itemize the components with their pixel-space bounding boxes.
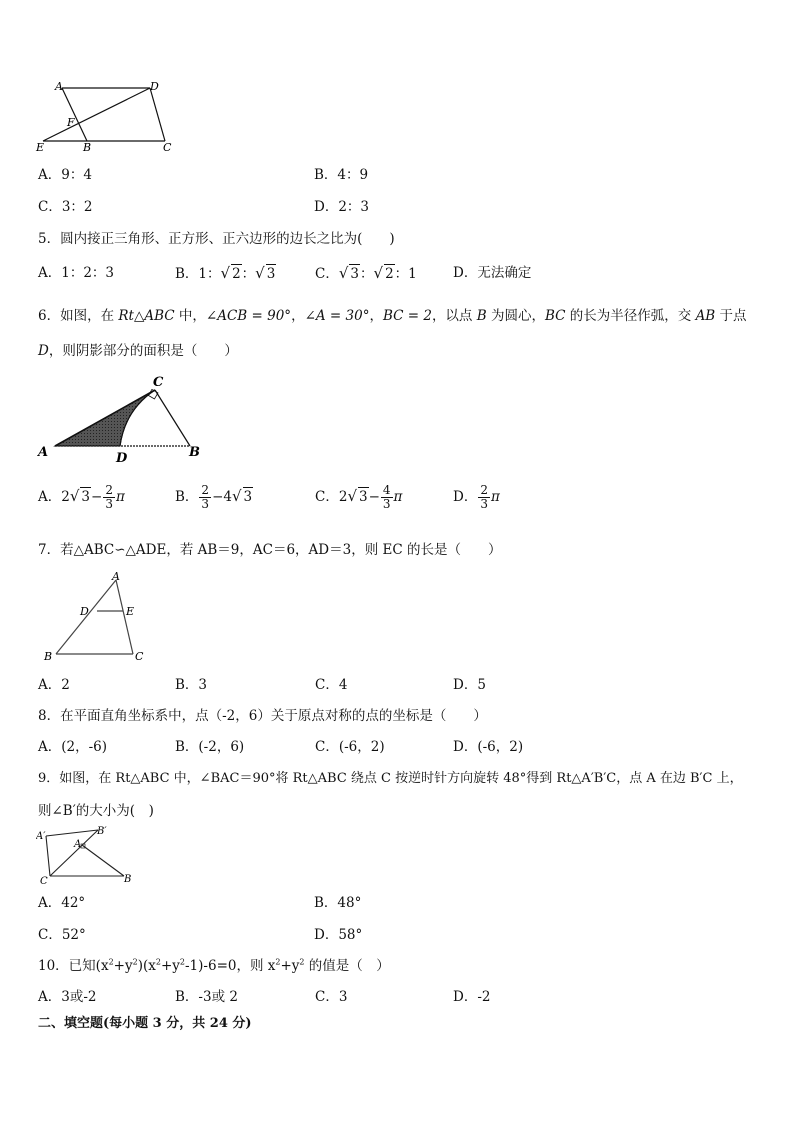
label-A: A xyxy=(74,839,82,850)
radicand: 3 xyxy=(359,489,368,505)
q7-option-a[interactable]: A．2 xyxy=(38,677,70,693)
text: 2 xyxy=(61,489,70,505)
label-E: E xyxy=(36,141,45,154)
q6-option-b[interactable] xyxy=(175,484,253,511)
text: 中， xyxy=(174,308,206,324)
pi: π xyxy=(490,489,500,505)
label-C: C xyxy=(135,650,144,663)
math-angle-acb: ∠ACB = 90° xyxy=(205,308,292,324)
q8-option-a[interactable]: A．(2，-6) xyxy=(38,739,108,755)
text: 10．已知(x xyxy=(38,958,109,974)
superscript: 2 xyxy=(179,957,185,967)
q5-option-b[interactable] xyxy=(175,264,276,283)
q4-option-a[interactable]: A．9：4 xyxy=(38,167,92,183)
fraction: $\frac{2}{3}$ xyxy=(105,483,113,511)
sqrt-sign: √ xyxy=(220,264,231,282)
text: D． xyxy=(453,489,478,505)
q6-option-d[interactable] xyxy=(453,484,500,511)
q9-stem-line1: 9．如图，在 Rt△ABC 中，∠BAC＝90°将 Rt△ABC 绕点 C 按逆时针方向旋转 48°得到 Rt△A′B′C，点 A 在边 B′C 上， xyxy=(38,771,743,786)
q5-stem: 5．圆内接正三角形、正方形、正六边形的边长之比为( ) xyxy=(38,231,395,247)
q7-option-d[interactable]: D．5 xyxy=(453,677,486,693)
label-B: B xyxy=(124,874,132,885)
superscript: 2 xyxy=(155,957,161,967)
superscript: 2 xyxy=(132,957,138,967)
q9-option-b[interactable]: B．48° xyxy=(314,895,362,911)
q4-option-b[interactable]: B．4：9 xyxy=(314,167,369,183)
label-D: D xyxy=(80,605,89,618)
label-B: B xyxy=(83,141,92,154)
q6-option-c[interactable] xyxy=(315,484,402,511)
q5-b-prefix: B．1： xyxy=(175,266,221,282)
math-rt-abc: Rt△ABC xyxy=(118,308,175,324)
q6-option-a[interactable] xyxy=(38,484,125,511)
q7-option-b[interactable]: B．3 xyxy=(175,677,208,693)
q5-b-radicand1: 2 xyxy=(232,266,241,282)
label-C: C xyxy=(40,876,48,887)
section-heading: 二、填空题(每小题 3 分，共 24 分) xyxy=(38,1016,252,1031)
q9-option-d[interactable]: D．58° xyxy=(314,927,363,943)
text: − xyxy=(91,489,103,505)
pi: π xyxy=(115,489,125,505)
q10-option-b[interactable]: B．-3或 2 xyxy=(175,989,238,1005)
q5-c-suffix: ：1 xyxy=(394,266,417,282)
text: )(x xyxy=(137,958,156,974)
text: −4 xyxy=(212,489,232,505)
text: +y xyxy=(113,958,133,974)
text: ， xyxy=(291,308,305,324)
q5-c-radicand2: 2 xyxy=(385,266,394,282)
fraction: $\frac{4}{3}$ xyxy=(382,483,391,511)
superscript: 2 xyxy=(299,957,305,967)
q6-stem-line1 xyxy=(38,307,747,325)
radicand: 3 xyxy=(243,489,253,505)
q5-option-a[interactable]: A．1：2：3 xyxy=(38,265,115,281)
q5-b-colon: ： xyxy=(241,266,256,282)
sqrt-sign: √ xyxy=(255,264,265,282)
text: 的值是（ ） xyxy=(304,958,390,974)
label-A-prime: A′ xyxy=(36,831,46,842)
superscript: 2 xyxy=(108,957,114,967)
math-d: D xyxy=(38,343,49,359)
label-B: B xyxy=(44,650,53,663)
sqrt-sign: √ xyxy=(338,264,349,282)
q8-option-d[interactable]: D．(-6，2) xyxy=(453,739,524,755)
sqrt-sign: √ xyxy=(231,487,242,505)
sqrt-sign: √ xyxy=(69,487,80,505)
text: 2 xyxy=(338,489,348,505)
q10-stem xyxy=(38,957,390,975)
text: -1)-6=0，则 x xyxy=(185,958,276,974)
label-C: C xyxy=(163,141,172,154)
q8-stem: 8．在平面直角坐标系中，点（-2，6）关于原点对称的点的坐标是（ ） xyxy=(38,708,487,724)
sqrt-sign: √ xyxy=(347,487,357,505)
q8-option-b[interactable]: B．(-2，6) xyxy=(175,739,245,755)
label-C: C xyxy=(153,375,164,390)
text: ，以点 xyxy=(431,308,477,324)
sqrt-sign: √ xyxy=(373,264,384,282)
text: C． xyxy=(315,489,339,505)
q6-stem-line2 xyxy=(38,342,238,360)
text: 的长为半径作弧，交 xyxy=(565,308,696,324)
parallelogram-figure xyxy=(30,78,180,158)
label-B: B xyxy=(189,445,200,460)
superscript: 2 xyxy=(275,957,281,967)
math-b: B xyxy=(476,308,487,324)
q4-option-d[interactable]: D．2：3 xyxy=(314,199,370,215)
text: B． xyxy=(175,489,199,505)
q9-option-a[interactable]: A．42° xyxy=(38,895,86,911)
q5-c-radicand1: 3 xyxy=(350,266,359,282)
q5-c-prefix: C． xyxy=(315,266,339,282)
text: A． xyxy=(38,489,62,505)
label-B-prime: B′ xyxy=(97,826,107,837)
text: − xyxy=(368,489,380,505)
q5-c-colon: ： xyxy=(360,266,374,282)
label-A: A xyxy=(38,445,49,460)
q10-option-d[interactable]: D．-2 xyxy=(453,989,491,1005)
label-F: F xyxy=(67,116,75,129)
q5-b-radicand2: 3 xyxy=(266,266,276,282)
label-D: D xyxy=(150,80,159,93)
q4-option-c[interactable]: C．3：2 xyxy=(38,199,93,215)
q7-option-c[interactable]: C．4 xyxy=(315,677,348,693)
q8-option-c[interactable]: C．(-6，2) xyxy=(315,739,385,755)
math-bc: BC = 2 xyxy=(382,308,432,324)
label-E: E xyxy=(126,605,135,618)
q10-option-c[interactable]: C．3 xyxy=(315,989,348,1005)
q5-option-d[interactable]: D．无法确定 xyxy=(453,265,532,281)
fraction: $\frac{2}{3}$ xyxy=(201,483,210,511)
similar-triangle-figure xyxy=(38,568,158,666)
math-bc: BC xyxy=(544,308,566,324)
pi: π xyxy=(393,489,403,505)
text: +y xyxy=(160,958,180,974)
q5-option-c[interactable] xyxy=(315,264,417,283)
math-ab: AB xyxy=(695,308,716,324)
q7-stem: 7．若△ABC∽△ADE，若 AB＝9，AC＝6，AD＝3，则 EC 的长是（ ） xyxy=(38,542,502,558)
text: 6．如图，在 xyxy=(38,308,119,324)
rotation-figure xyxy=(36,826,146,888)
q9-stem-line2: 则∠B′的大小为( ) xyxy=(38,803,154,819)
fraction: $\frac{2}{3}$ xyxy=(480,483,488,511)
math-angle-a: ∠A = 30° xyxy=(304,308,370,324)
label-A: A xyxy=(112,570,120,583)
label-A: A xyxy=(55,80,63,93)
text: 为圆心， xyxy=(486,308,545,324)
shaded-arc-figure xyxy=(30,370,210,465)
label-D: D xyxy=(116,451,128,465)
text: ，则阴影部分的面积是（ ） xyxy=(48,343,238,359)
text: 于点 xyxy=(715,308,747,324)
q9-option-c[interactable]: C．52° xyxy=(38,927,86,943)
text: ， xyxy=(369,308,383,324)
text: +y xyxy=(280,958,300,974)
radicand: 3 xyxy=(81,489,90,505)
q10-option-a[interactable]: A．3或-2 xyxy=(38,989,97,1005)
